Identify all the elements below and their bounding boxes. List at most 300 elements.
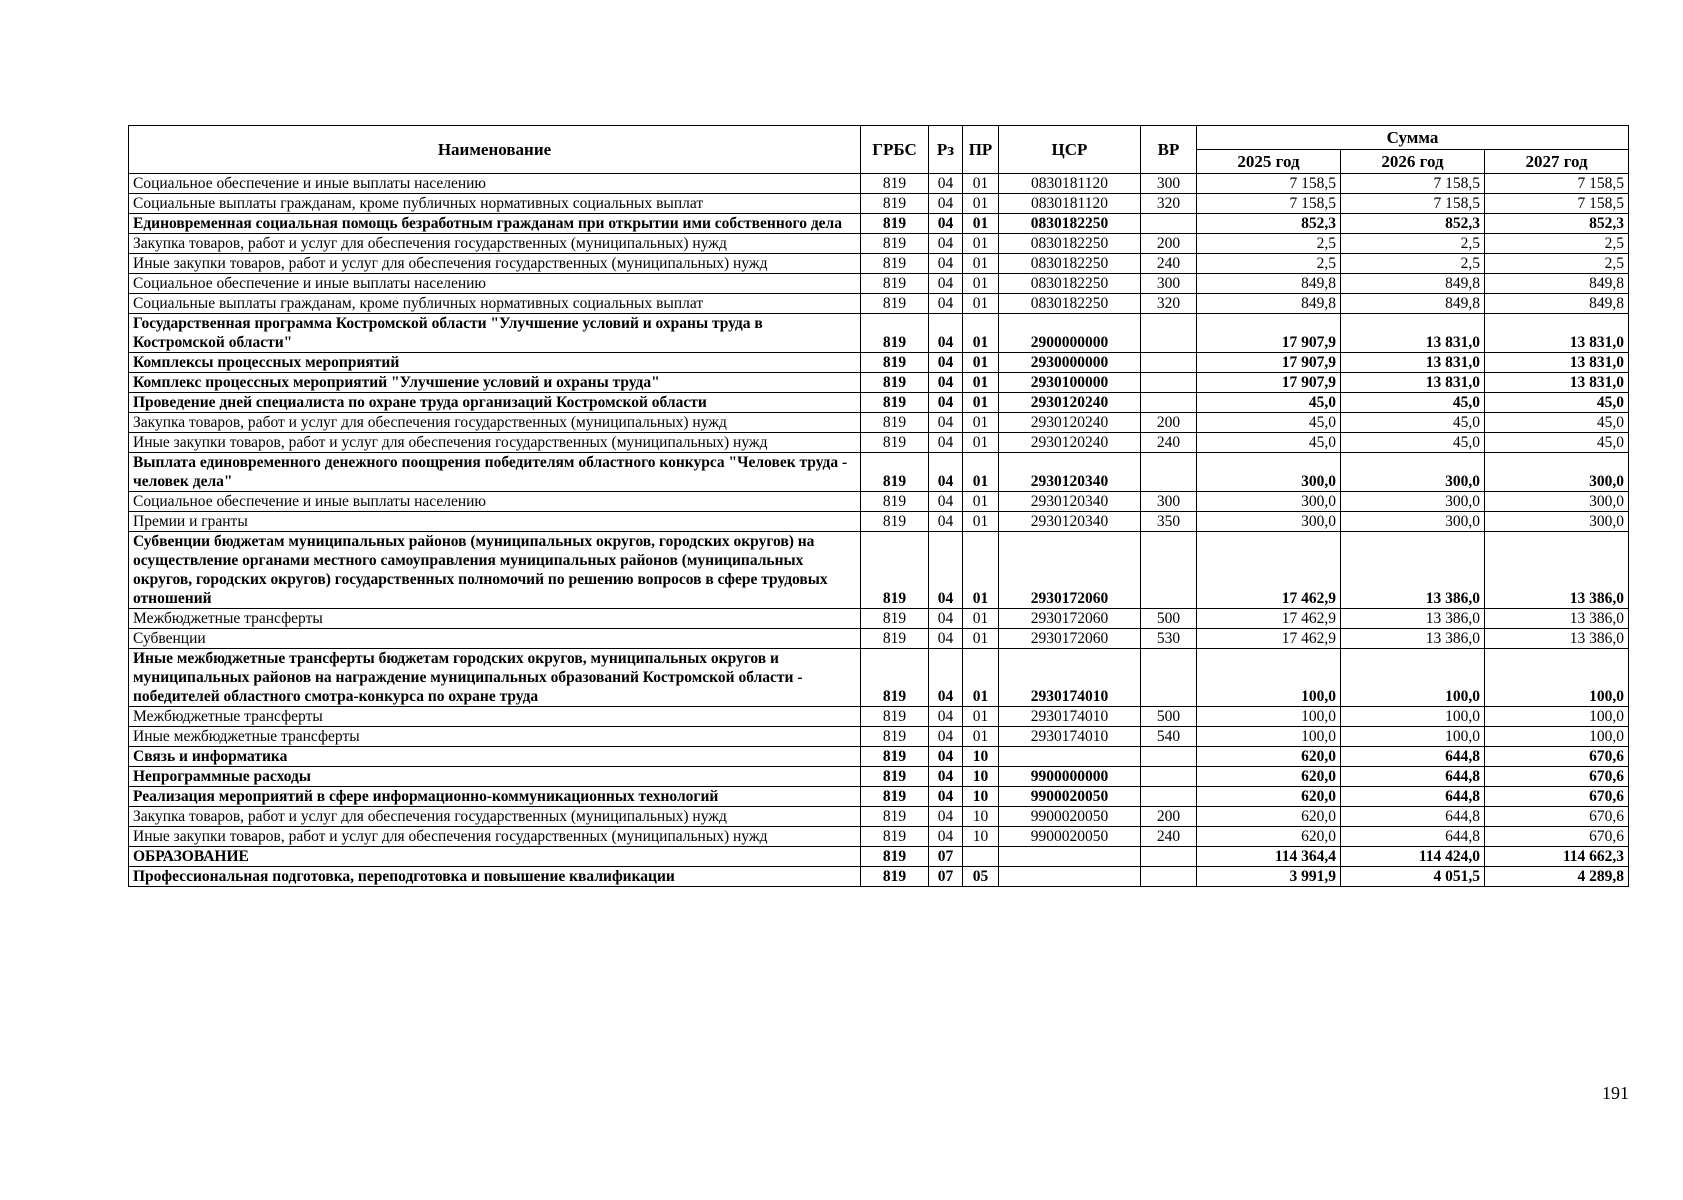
cell-2027: 4 289,8 — [1485, 867, 1629, 887]
cell-csr: 2930172060 — [999, 609, 1141, 629]
cell-pr: 01 — [963, 727, 999, 747]
table-row — [129, 787, 1629, 807]
cell-pr: 01 — [963, 194, 999, 214]
cell-2027: 670,6 — [1485, 747, 1629, 767]
cell-2027: 13 386,0 — [1485, 609, 1629, 629]
cell-grbs: 819 — [861, 413, 929, 433]
cell-rz: 04 — [929, 373, 963, 393]
header-vr: ВР — [1141, 126, 1197, 174]
cell-pr: 01 — [963, 413, 999, 433]
cell-name: Выплата единовременного денежного поощрения победителям областного конкурса "Человек труда - человек дела" — [129, 453, 861, 492]
page-number: 191 — [1602, 1083, 1629, 1103]
cell-name: Социальное обеспечение и иные выплаты населению — [129, 174, 861, 194]
cell-pr: 01 — [963, 629, 999, 649]
cell-pr: 01 — [963, 274, 999, 294]
cell-name: Субвенции бюджетам муниципальных районов (муниципальных округов, городских округов) на осуществление органами местного самоуправления муниципальных районов (муниципальных округов, городских округов) государственных полномочий по решению вопросов в сфере трудовых отношений — [129, 532, 861, 609]
cell-2027: 13 831,0 — [1485, 314, 1629, 353]
cell-2026: 644,8 — [1341, 807, 1485, 827]
cell-2027: 7 158,5 — [1485, 174, 1629, 194]
cell-2025: 620,0 — [1197, 767, 1341, 787]
cell-csr: 2930172060 — [999, 629, 1141, 649]
cell-grbs: 819 — [861, 767, 929, 787]
cell-name: Социальное обеспечение и иные выплаты населению — [129, 274, 861, 294]
cell-csr: 9900020050 — [999, 787, 1141, 807]
cell-2025: 849,8 — [1197, 294, 1341, 314]
cell-2026: 2,5 — [1341, 234, 1485, 254]
cell-grbs: 819 — [861, 492, 929, 512]
table-row — [129, 413, 1629, 433]
cell-2026: 100,0 — [1341, 707, 1485, 727]
cell-2027: 670,6 — [1485, 827, 1629, 847]
cell-vr: 240 — [1141, 433, 1197, 453]
cell-csr: 2930120340 — [999, 492, 1141, 512]
cell-grbs: 819 — [861, 867, 929, 887]
cell-2026: 7 158,5 — [1341, 194, 1485, 214]
cell-grbs: 819 — [861, 609, 929, 629]
cell-rz: 04 — [929, 413, 963, 433]
cell-pr: 01 — [963, 512, 999, 532]
header-grbs: ГРБС — [861, 126, 929, 174]
cell-pr: 01 — [963, 314, 999, 353]
cell-name: Субвенции — [129, 629, 861, 649]
table-row — [129, 393, 1629, 413]
cell-pr: 10 — [963, 767, 999, 787]
cell-name: Межбюджетные трансферты — [129, 707, 861, 727]
cell-grbs: 819 — [861, 827, 929, 847]
cell-pr: 10 — [963, 807, 999, 827]
cell-rz: 04 — [929, 234, 963, 254]
cell-2027: 300,0 — [1485, 512, 1629, 532]
cell-2026: 45,0 — [1341, 393, 1485, 413]
cell-2027: 13 386,0 — [1485, 532, 1629, 609]
cell-csr: 0830182250 — [999, 214, 1141, 234]
cell-pr: 01 — [963, 649, 999, 707]
cell-vr: 320 — [1141, 294, 1197, 314]
table-row — [129, 214, 1629, 234]
cell-vr — [1141, 373, 1197, 393]
cell-2026: 644,8 — [1341, 747, 1485, 767]
cell-vr — [1141, 847, 1197, 867]
cell-csr: 0830181120 — [999, 174, 1141, 194]
cell-name: Иные межбюджетные трансферты бюджетам городских округов, муниципальных округов и муниципальных районов на награждение муниципальных образований Костромской области - победителей областного смотра-конкурса по охране труда — [129, 649, 861, 707]
cell-name: Иные закупки товаров, работ и услуг для обеспечения государственных (муниципальных) нужд — [129, 433, 861, 453]
cell-vr: 540 — [1141, 727, 1197, 747]
cell-grbs: 819 — [861, 807, 929, 827]
cell-grbs: 819 — [861, 194, 929, 214]
cell-2027: 45,0 — [1485, 413, 1629, 433]
cell-vr — [1141, 747, 1197, 767]
table-row — [129, 174, 1629, 194]
table-row — [129, 629, 1629, 649]
cell-grbs: 819 — [861, 453, 929, 492]
cell-2026: 100,0 — [1341, 649, 1485, 707]
cell-rz: 04 — [929, 827, 963, 847]
cell-2027: 300,0 — [1485, 453, 1629, 492]
cell-pr: 10 — [963, 747, 999, 767]
cell-csr: 2930120340 — [999, 453, 1141, 492]
cell-vr — [1141, 787, 1197, 807]
cell-name: Закупка товаров, работ и услуг для обеспечения государственных (муниципальных) нужд — [129, 413, 861, 433]
cell-pr: 10 — [963, 787, 999, 807]
cell-rz: 04 — [929, 393, 963, 413]
cell-csr: 2930120240 — [999, 393, 1141, 413]
cell-csr — [999, 847, 1141, 867]
cell-grbs: 819 — [861, 629, 929, 649]
cell-grbs: 819 — [861, 393, 929, 413]
cell-vr: 300 — [1141, 492, 1197, 512]
header-rz: Рз — [929, 126, 963, 174]
table-row — [129, 254, 1629, 274]
table-row — [129, 727, 1629, 747]
cell-2026: 13 386,0 — [1341, 609, 1485, 629]
cell-name: Комплексы процессных мероприятий — [129, 353, 861, 373]
cell-rz: 04 — [929, 707, 963, 727]
cell-grbs: 819 — [861, 234, 929, 254]
table-row — [129, 532, 1629, 609]
cell-2025: 100,0 — [1197, 727, 1341, 747]
cell-2026: 13 831,0 — [1341, 353, 1485, 373]
cell-2026: 13 831,0 — [1341, 373, 1485, 393]
table-row — [129, 373, 1629, 393]
cell-pr: 01 — [963, 393, 999, 413]
cell-vr — [1141, 353, 1197, 373]
cell-vr — [1141, 453, 1197, 492]
cell-name: Социальные выплаты гражданам, кроме публичных нормативных социальных выплат — [129, 294, 861, 314]
cell-vr: 240 — [1141, 254, 1197, 274]
table-row — [129, 433, 1629, 453]
cell-2025: 17 907,9 — [1197, 353, 1341, 373]
cell-2025: 17 907,9 — [1197, 373, 1341, 393]
cell-2027: 849,8 — [1485, 294, 1629, 314]
cell-2026: 644,8 — [1341, 787, 1485, 807]
cell-name: Премии и гранты — [129, 512, 861, 532]
table-row — [129, 747, 1629, 767]
cell-2025: 100,0 — [1197, 707, 1341, 727]
cell-name: Социальное обеспечение и иные выплаты населению — [129, 492, 861, 512]
cell-grbs: 819 — [861, 353, 929, 373]
cell-2025: 2,5 — [1197, 234, 1341, 254]
cell-vr — [1141, 767, 1197, 787]
cell-name: Социальные выплаты гражданам, кроме публичных нормативных социальных выплат — [129, 194, 861, 214]
table-body — [129, 174, 1629, 887]
cell-pr: 01 — [963, 214, 999, 234]
cell-2025: 620,0 — [1197, 807, 1341, 827]
table-row — [129, 609, 1629, 629]
cell-rz: 04 — [929, 194, 963, 214]
cell-pr: 01 — [963, 174, 999, 194]
table-row — [129, 274, 1629, 294]
cell-vr — [1141, 532, 1197, 609]
cell-2027: 45,0 — [1485, 393, 1629, 413]
cell-name: Иные межбюджетные трансферты — [129, 727, 861, 747]
cell-2026: 13 831,0 — [1341, 314, 1485, 353]
cell-2025: 7 158,5 — [1197, 174, 1341, 194]
cell-csr: 9900000000 — [999, 767, 1141, 787]
cell-2025: 17 462,9 — [1197, 532, 1341, 609]
table-row — [129, 767, 1629, 787]
cell-name: Межбюджетные трансферты — [129, 609, 861, 629]
cell-pr: 01 — [963, 532, 999, 609]
cell-name: Связь и информатика — [129, 747, 861, 767]
cell-2027: 100,0 — [1485, 727, 1629, 747]
cell-csr — [999, 867, 1141, 887]
header-year-2027: 2027 год — [1485, 150, 1629, 174]
cell-grbs: 819 — [861, 373, 929, 393]
cell-rz: 04 — [929, 214, 963, 234]
cell-2027: 13 386,0 — [1485, 629, 1629, 649]
cell-vr: 200 — [1141, 413, 1197, 433]
cell-2026: 100,0 — [1341, 727, 1485, 747]
cell-pr: 01 — [963, 373, 999, 393]
cell-2025: 45,0 — [1197, 413, 1341, 433]
table-row — [129, 194, 1629, 214]
cell-rz: 04 — [929, 512, 963, 532]
cell-2025: 620,0 — [1197, 747, 1341, 767]
cell-2026: 644,8 — [1341, 767, 1485, 787]
cell-grbs: 819 — [861, 174, 929, 194]
cell-grbs: 819 — [861, 214, 929, 234]
cell-pr: 05 — [963, 867, 999, 887]
cell-csr: 0830182250 — [999, 234, 1141, 254]
cell-2026: 644,8 — [1341, 827, 1485, 847]
cell-csr: 2930174010 — [999, 707, 1141, 727]
cell-pr: 01 — [963, 294, 999, 314]
cell-csr: 2930172060 — [999, 532, 1141, 609]
cell-2025: 300,0 — [1197, 492, 1341, 512]
cell-2026: 300,0 — [1341, 512, 1485, 532]
cell-2026: 13 386,0 — [1341, 629, 1485, 649]
cell-2026: 13 386,0 — [1341, 532, 1485, 609]
cell-name: Единовременная социальная помощь безработным гражданам при открытии ими собственного дела — [129, 214, 861, 234]
cell-csr: 2930000000 — [999, 353, 1141, 373]
cell-2027: 849,8 — [1485, 274, 1629, 294]
cell-2027: 2,5 — [1485, 254, 1629, 274]
cell-name: Иные закупки товаров, работ и услуг для обеспечения государственных (муниципальных) нужд — [129, 827, 861, 847]
cell-vr: 500 — [1141, 609, 1197, 629]
cell-name: Проведение дней специалиста по охране труда организаций Костромской области — [129, 393, 861, 413]
cell-rz: 04 — [929, 314, 963, 353]
cell-pr: 01 — [963, 234, 999, 254]
cell-2025: 7 158,5 — [1197, 194, 1341, 214]
cell-grbs: 819 — [861, 747, 929, 767]
cell-rz: 07 — [929, 867, 963, 887]
cell-pr: 01 — [963, 707, 999, 727]
cell-pr: 01 — [963, 492, 999, 512]
cell-grbs: 819 — [861, 847, 929, 867]
header-pr: ПР — [963, 126, 999, 174]
cell-vr: 300 — [1141, 174, 1197, 194]
header-csr: ЦСР — [999, 126, 1141, 174]
cell-2025: 3 991,9 — [1197, 867, 1341, 887]
cell-name: Иные закупки товаров, работ и услуг для обеспечения государственных (муниципальных) нужд — [129, 254, 861, 274]
table-row — [129, 847, 1629, 867]
table-row — [129, 827, 1629, 847]
cell-2025: 852,3 — [1197, 214, 1341, 234]
cell-pr — [963, 847, 999, 867]
cell-rz: 04 — [929, 353, 963, 373]
cell-name: Профессиональная подготовка, переподготовка и повышение квалификации — [129, 867, 861, 887]
cell-csr: 0830182250 — [999, 254, 1141, 274]
cell-2027: 114 662,3 — [1485, 847, 1629, 867]
cell-rz: 04 — [929, 294, 963, 314]
cell-rz: 04 — [929, 274, 963, 294]
cell-rz: 07 — [929, 847, 963, 867]
cell-name: Закупка товаров, работ и услуг для обеспечения государственных (муниципальных) нужд — [129, 234, 861, 254]
cell-vr: 200 — [1141, 234, 1197, 254]
cell-grbs: 819 — [861, 274, 929, 294]
cell-vr: 240 — [1141, 827, 1197, 847]
table-row — [129, 294, 1629, 314]
cell-rz: 04 — [929, 453, 963, 492]
cell-grbs: 819 — [861, 512, 929, 532]
cell-2025: 620,0 — [1197, 827, 1341, 847]
table-row — [129, 234, 1629, 254]
cell-csr: 0830181120 — [999, 194, 1141, 214]
cell-csr: 9900020050 — [999, 827, 1141, 847]
cell-2025: 300,0 — [1197, 453, 1341, 492]
cell-name: Закупка товаров, работ и услуг для обеспечения государственных (муниципальных) нужд — [129, 807, 861, 827]
cell-rz: 04 — [929, 807, 963, 827]
table-row — [129, 707, 1629, 727]
cell-grbs: 819 — [861, 707, 929, 727]
cell-grbs: 819 — [861, 254, 929, 274]
cell-csr: 0830182250 — [999, 274, 1141, 294]
cell-csr: 0830182250 — [999, 294, 1141, 314]
cell-grbs: 819 — [861, 433, 929, 453]
cell-2027: 300,0 — [1485, 492, 1629, 512]
cell-2025: 17 462,9 — [1197, 609, 1341, 629]
cell-2025: 100,0 — [1197, 649, 1341, 707]
cell-pr: 10 — [963, 827, 999, 847]
cell-name: Непрограммные расходы — [129, 767, 861, 787]
cell-vr — [1141, 314, 1197, 353]
cell-csr: 2930120340 — [999, 512, 1141, 532]
cell-rz: 04 — [929, 649, 963, 707]
cell-2025: 2,5 — [1197, 254, 1341, 274]
cell-rz: 04 — [929, 433, 963, 453]
cell-grbs: 819 — [861, 294, 929, 314]
table-header — [129, 126, 1629, 174]
cell-name: Реализация мероприятий в сфере информационно-коммуникационных технологий — [129, 787, 861, 807]
cell-2027: 100,0 — [1485, 707, 1629, 727]
cell-rz: 04 — [929, 254, 963, 274]
cell-2026: 45,0 — [1341, 433, 1485, 453]
cell-2025: 45,0 — [1197, 433, 1341, 453]
cell-vr — [1141, 214, 1197, 234]
cell-rz: 04 — [929, 767, 963, 787]
table-row — [129, 807, 1629, 827]
cell-vr — [1141, 649, 1197, 707]
table-row — [129, 867, 1629, 887]
table-row — [129, 512, 1629, 532]
cell-vr: 200 — [1141, 807, 1197, 827]
cell-grbs: 819 — [861, 649, 929, 707]
cell-2027: 852,3 — [1485, 214, 1629, 234]
cell-2027: 13 831,0 — [1485, 373, 1629, 393]
cell-pr: 01 — [963, 433, 999, 453]
cell-rz: 04 — [929, 727, 963, 747]
cell-rz: 04 — [929, 609, 963, 629]
cell-2026: 2,5 — [1341, 254, 1485, 274]
cell-rz: 04 — [929, 787, 963, 807]
cell-csr: 2930120240 — [999, 433, 1141, 453]
cell-pr: 01 — [963, 453, 999, 492]
cell-vr: 350 — [1141, 512, 1197, 532]
cell-pr: 01 — [963, 353, 999, 373]
cell-csr: 9900020050 — [999, 807, 1141, 827]
cell-2026: 300,0 — [1341, 492, 1485, 512]
cell-2027: 670,6 — [1485, 807, 1629, 827]
budget-table — [128, 125, 1629, 887]
cell-csr: 2900000000 — [999, 314, 1141, 353]
cell-rz: 04 — [929, 629, 963, 649]
cell-csr — [999, 747, 1141, 767]
cell-2025: 114 364,4 — [1197, 847, 1341, 867]
cell-2026: 849,8 — [1341, 274, 1485, 294]
header-year-2026: 2026 год — [1341, 150, 1485, 174]
cell-2025: 17 907,9 — [1197, 314, 1341, 353]
cell-rz: 04 — [929, 492, 963, 512]
cell-vr — [1141, 867, 1197, 887]
table-row — [129, 453, 1629, 492]
table-row — [129, 353, 1629, 373]
cell-vr: 300 — [1141, 274, 1197, 294]
cell-name: Государственная программа Костромской области "Улучшение условий и охраны труда в Костромской области" — [129, 314, 861, 353]
cell-2025: 45,0 — [1197, 393, 1341, 413]
cell-2026: 849,8 — [1341, 294, 1485, 314]
cell-2027: 670,6 — [1485, 767, 1629, 787]
cell-2025: 17 462,9 — [1197, 629, 1341, 649]
cell-vr — [1141, 393, 1197, 413]
cell-2025: 620,0 — [1197, 787, 1341, 807]
cell-2027: 13 831,0 — [1485, 353, 1629, 373]
cell-pr: 01 — [963, 609, 999, 629]
cell-2025: 300,0 — [1197, 512, 1341, 532]
table-row — [129, 649, 1629, 707]
cell-name: ОБРАЗОВАНИЕ — [129, 847, 861, 867]
cell-2027: 45,0 — [1485, 433, 1629, 453]
cell-2026: 45,0 — [1341, 413, 1485, 433]
cell-grbs: 819 — [861, 532, 929, 609]
cell-2027: 670,6 — [1485, 787, 1629, 807]
cell-2026: 852,3 — [1341, 214, 1485, 234]
cell-vr: 500 — [1141, 707, 1197, 727]
cell-csr: 2930174010 — [999, 649, 1141, 707]
cell-2026: 300,0 — [1341, 453, 1485, 492]
cell-2027: 7 158,5 — [1485, 194, 1629, 214]
cell-name: Комплекс процессных мероприятий "Улучшение условий и охраны труда" — [129, 373, 861, 393]
cell-pr: 01 — [963, 254, 999, 274]
table-row — [129, 314, 1629, 353]
cell-vr: 320 — [1141, 194, 1197, 214]
header-year-2025: 2025 год — [1197, 150, 1341, 174]
cell-grbs: 819 — [861, 787, 929, 807]
cell-rz: 04 — [929, 532, 963, 609]
cell-rz: 04 — [929, 174, 963, 194]
cell-rz: 04 — [929, 747, 963, 767]
header-sum: Сумма — [1197, 126, 1629, 150]
cell-2027: 100,0 — [1485, 649, 1629, 707]
cell-csr: 2930100000 — [999, 373, 1141, 393]
cell-csr: 2930120240 — [999, 413, 1141, 433]
cell-grbs: 819 — [861, 727, 929, 747]
cell-2026: 4 051,5 — [1341, 867, 1485, 887]
cell-2025: 849,8 — [1197, 274, 1341, 294]
cell-2026: 114 424,0 — [1341, 847, 1485, 867]
cell-vr: 530 — [1141, 629, 1197, 649]
header-name: Наименование — [129, 126, 861, 174]
cell-grbs: 819 — [861, 314, 929, 353]
